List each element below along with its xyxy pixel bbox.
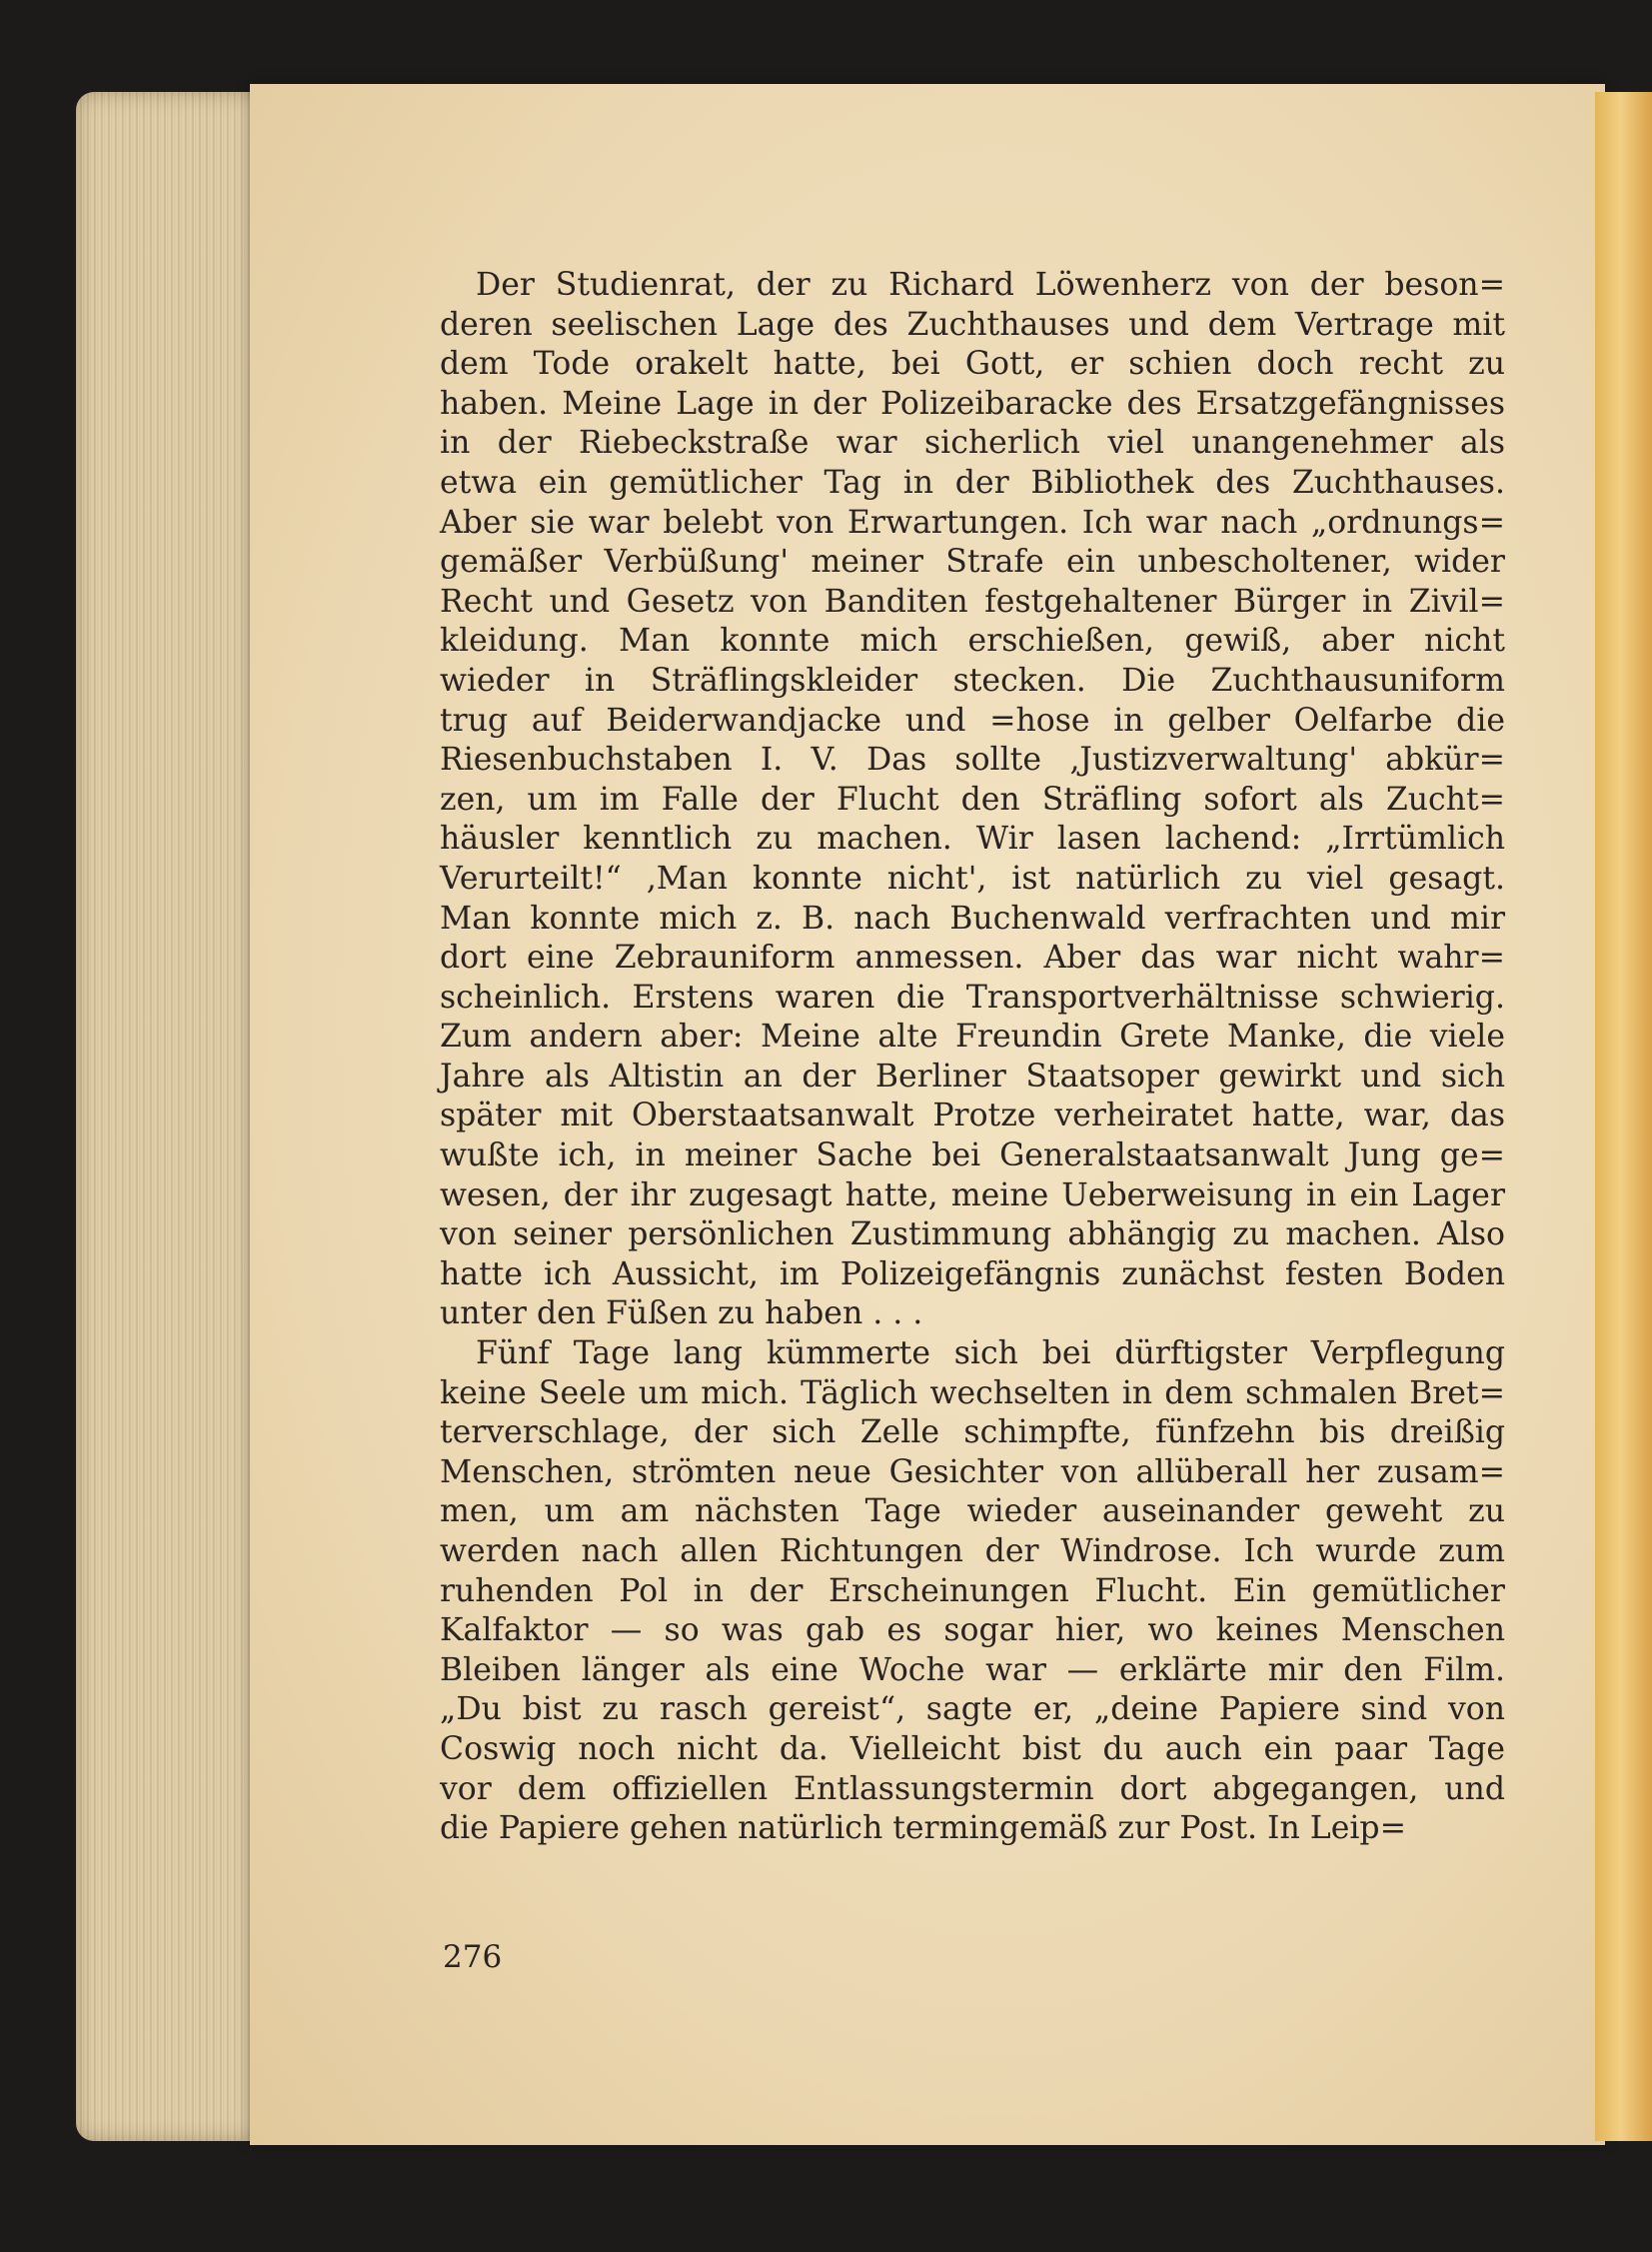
text-line: Fünf Tage lang kümmerte sich bei dürftigster Verpflegung: [476, 1335, 1505, 1372]
text-line: wußte ich, in meiner Sache bei Generalstaatsanwalt Jung ge=: [440, 1137, 1505, 1174]
text-line: Verurteilt!“ ‚Man konnte nicht', ist natürlich zu viel gesagt.: [440, 860, 1505, 897]
paragraph: [440, 1334, 1505, 1849]
text-line: Der Studienrat, der zu Richard Löwenherz von der beson=: [476, 267, 1505, 303]
text-line: keine Seele um mich. Täglich wechselten in dem schmalen Bret=: [440, 1374, 1505, 1411]
text-line: etwa ein gemütlicher Tag in der Bibliothek des Zuchthauses.: [440, 464, 1505, 501]
text-line: Jahre als Altistin an der Berliner Staatsoper gewirkt und sich: [440, 1058, 1505, 1095]
text-line: Aber sie war belebt von Erwartungen. Ich war nach „ordnungs=: [440, 504, 1505, 541]
body-text: [440, 266, 1505, 1849]
text-line: in der Riebeckstraße war sicherlich viel unangenehmer als: [440, 425, 1505, 462]
text-line: ruhenden Pol in der Erscheinungen Flucht. Ein gemütlicher: [440, 1572, 1505, 1609]
text-line: Riesenbuchstaben I. V. Das sollte ‚Justizverwaltung' abkür=: [440, 742, 1505, 779]
text-line: Recht und Gesetz von Banditen festgehaltener Bürger in Zivil=: [440, 583, 1505, 620]
text-line: Coswig noch nicht da. Vielleicht bist du auch ein paar Tage: [440, 1730, 1505, 1767]
text-line: Kalfaktor — so was gab es sogar hier, wo keines Menschen: [440, 1612, 1505, 1649]
text-line: deren seelischen Lage des Zuchthauses und dem Vertrage mit: [440, 306, 1505, 343]
text-line: Bleiben länger als eine Woche war — erklärte mir den Film.: [440, 1651, 1505, 1688]
text-line: die Papiere gehen natürlich termingemäß zur Post. In Leip=: [440, 1810, 1406, 1847]
text-line: men, um am nächsten Tage wieder auseinander geweht zu: [440, 1493, 1505, 1530]
text-line: von seiner persönlichen Zustimmung abhängig zu machen. Also: [440, 1216, 1505, 1253]
text-line: häusler kenntlich zu machen. Wir lasen lachend: „Irrtümlich: [440, 821, 1505, 858]
text-line: werden nach allen Richtungen der Windrose. Ich wurde zum: [440, 1533, 1505, 1569]
paragraph: [440, 266, 1505, 1334]
text-line: wieder in Sträflingskleider stecken. Die Zuchthausuniform: [440, 662, 1505, 699]
page-number: 276: [443, 1939, 503, 1975]
text-line: Zum andern aber: Meine alte Freundin Grete Manke, die viele: [440, 1019, 1505, 1056]
text-line: dem Tode orakelt hatte, bei Gott, er schien doch recht zu: [440, 346, 1505, 383]
text-line: Man konnte mich z. B. nach Buchenwald verfrachten und mir: [440, 900, 1505, 937]
text-line: scheinlich. Erstens waren die Transportverhältnisse schwierig.: [440, 979, 1505, 1016]
text-line: vor dem offiziellen Entlassungstermin dort abgegangen, und: [440, 1770, 1505, 1807]
text-line: „Du bist zu rasch gereist“, sagte er, „deine Papiere sind von: [440, 1691, 1505, 1728]
text-line: haben. Meine Lage in der Polizeibaracke des Ersatzgefängnisses: [440, 385, 1505, 422]
text-line: zen, um im Falle der Flucht den Sträfling sofort als Zucht=: [440, 781, 1505, 818]
text-line: kleidung. Man konnte mich erschießen, gewiß, aber nicht: [440, 623, 1505, 660]
text-line: Menschen, strömten neue Gesichter von allüberall her zusam=: [440, 1453, 1505, 1490]
text-line: unter den Füßen zu haben . . .: [440, 1295, 923, 1332]
text-line: hatte ich Aussicht, im Polizeigefängnis zunächst festen Boden: [440, 1255, 1505, 1292]
text-line: wesen, der ihr zugesagt hatte, meine Ueberweisung in ein Lager: [440, 1176, 1505, 1213]
text-line: später mit Oberstaatsanwalt Protze verheiratet hatte, war, das: [440, 1098, 1505, 1134]
text-line: terverschlage, der sich Zelle schimpfte, fünfzehn bis dreißig: [440, 1414, 1505, 1451]
text-line: gemäßer Verbüßung' meiner Strafe ein unbescholtener, wider: [440, 544, 1505, 581]
next-page-edge: [1595, 92, 1652, 2141]
text-line: dort eine Zebrauniform anmessen. Aber das war nicht wahr=: [440, 940, 1505, 977]
text-line: trug auf Beiderwandjacke und =hose in gelber Oelfarbe die: [440, 702, 1505, 739]
